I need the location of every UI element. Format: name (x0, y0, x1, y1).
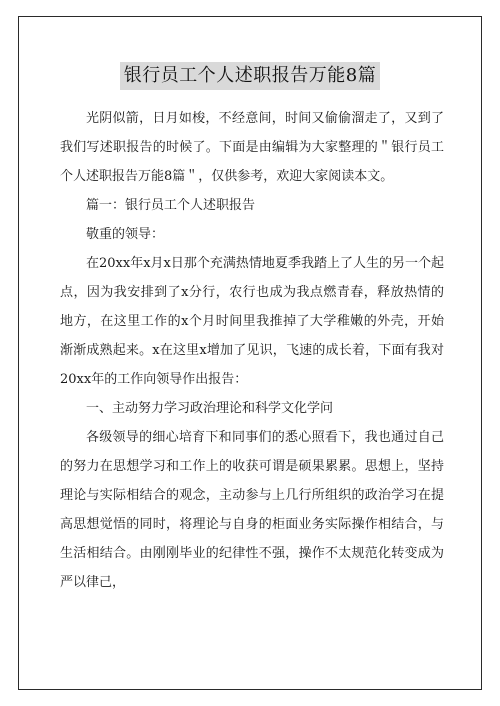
document-title: 银行员工个人述职报告万能8篇 (120, 62, 380, 90)
section-heading-part-one: 篇一：银行员工个人述职报告 (86, 198, 256, 213)
section-heading-study: 一、主动努力学习政治理论和科学文化学问 (86, 401, 334, 416)
document-body (60, 104, 444, 597)
paragraph-study: 各级领导的细心培育下和同事们的悉心照看下，我也通过自己的努力在思想学习和工作上的收获可谓是硕果累累。思想上，坚持理论与实际相结合的观念，主动参与上几行所组织的政治学习在提高思想觉悟的同时，将理论与自身的柜面业务实际操作相结合，与生活相结合。由刚刚毕业的纪律性不强，操作不太规范化转变成为严以律己， (60, 430, 444, 590)
paragraph-opening: 在20xx年x月x日那个充满热情地夏季我踏上了人生的另一个起点，因为我安排到了x分行，农行也成为我点燃青春，释放热情的地方，在这里工作的x个月时间里我推掉了大学稚嫩的外壳，开始渐渐成熟起来。x在这里x增加了见识，飞速的成长着，下面有我对20xx年的工作向领导作出报告： (60, 256, 444, 387)
title-container (0, 62, 500, 90)
paragraph-intro: 光阴似箭，日月如梭，不经意间，时间又偷偷溜走了，又到了我们写述职报告的时候了。下面是由编辑为大家整理的＂银行员工个人述职报告万能8篇＂，仅供参考，欢迎大家阅读本文。 (60, 111, 444, 184)
salutation: 敬重的领导： (86, 227, 165, 242)
